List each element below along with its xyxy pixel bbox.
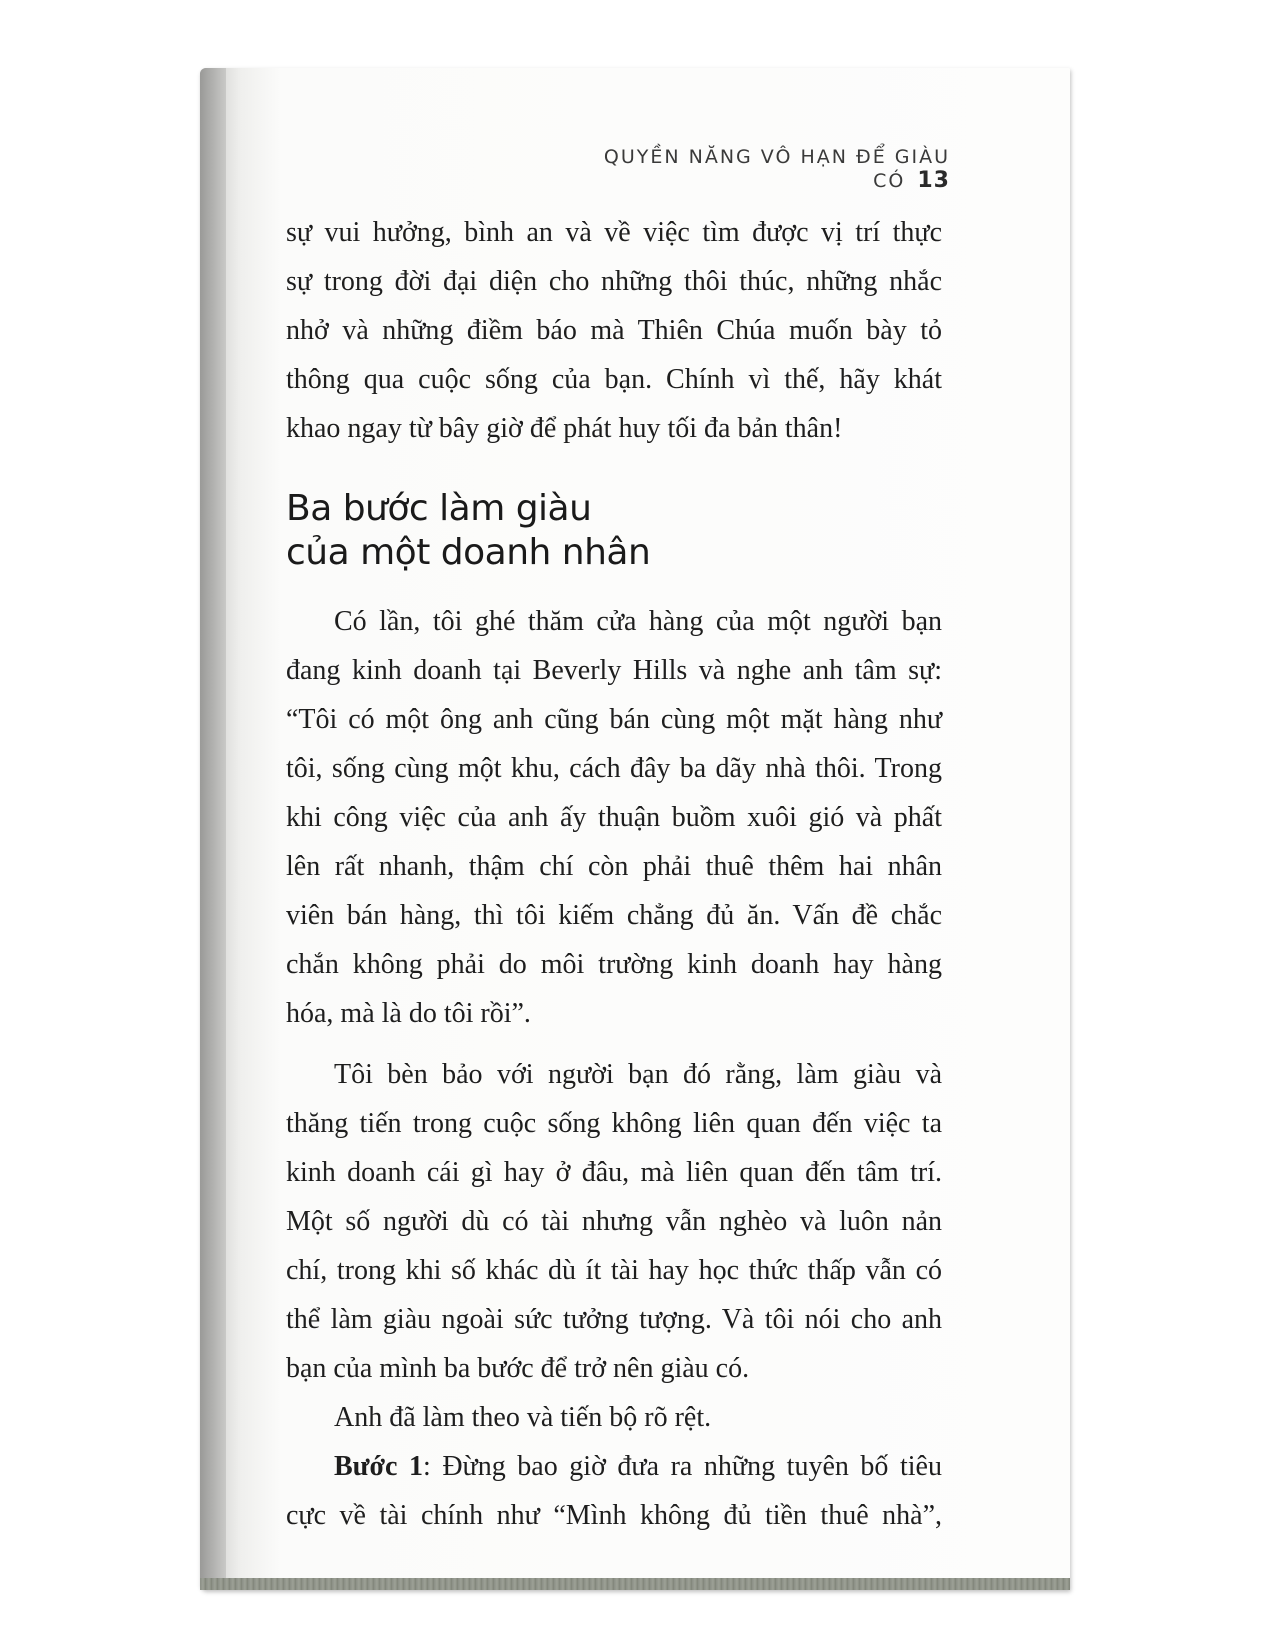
paragraph-gap [286, 1038, 942, 1050]
paragraph-1 [286, 208, 942, 453]
running-head-title: QUYỀN NĂNG VÔ HẠN ĐỂ GIÀU CÓ [603, 146, 950, 192]
text-line: khi công việc của anh ấy thuận buồm xuôi gió và phất [286, 802, 942, 833]
heading-line-2: của một doanh nhân [286, 532, 651, 573]
text-line: viên bán hàng, thì tôi kiếm chẳng đủ ăn. Vấn đề chắc [286, 900, 942, 931]
text-line: thể làm giàu ngoài sức tưởng tượng. Và tôi nói cho anh [286, 1304, 942, 1335]
text-line: kinh doanh cái gì hay ở đâu, mà liên quan đến tâm trí. [286, 1157, 942, 1188]
text-line: khao ngay từ bây giờ để phát huy tối đa bản thân! [286, 413, 843, 444]
text-line: cực về tài chính như “Mình không đủ tiền thuê nhà”, [286, 1500, 942, 1531]
page-number: 13 [917, 168, 950, 193]
text-line: Một số người dù có tài nhưng vẫn nghèo và luôn nản [286, 1206, 942, 1237]
text-line: thông qua cuộc sống của bạn. Chính vì thế, hãy khát [286, 364, 942, 395]
running-head [560, 146, 950, 193]
book-spine-shadow [200, 68, 226, 1590]
step-1-text: : Đừng bao giờ đưa ra những tuyên bố tiêu [422, 1451, 942, 1482]
paragraph-3 [286, 1050, 942, 1393]
step-1-paragraph [286, 1442, 942, 1540]
text-line: thăng tiến trong cuộc sống không liên quan đến việc ta [286, 1108, 942, 1139]
text-line: Anh đã làm theo và tiến bộ rõ rệt. [334, 1402, 712, 1433]
section-heading [286, 487, 942, 575]
text-line [286, 1442, 942, 1491]
text-line: bạn của mình ba bước để trở nên giàu có. [286, 1353, 750, 1384]
text-line: tôi, sống cùng một khu, cách đây ba dãy nhà thôi. Trong [286, 753, 942, 784]
text-line: chắn không phải do môi trường kinh doanh hay hàng [286, 949, 942, 980]
paragraph-2 [286, 597, 942, 1038]
text-line: lên rất nhanh, thậm chí còn phải thuê thêm hai nhân [286, 851, 942, 882]
text-line: hóa, mà là do tôi rồi”. [286, 998, 531, 1029]
paragraph-4 [286, 1393, 942, 1442]
text-line: đang kinh doanh tại Beverly Hills và nghe anh tâm sự: [286, 655, 942, 686]
text-line: sự vui hưởng, bình an và về việc tìm được vị trí thực [286, 217, 942, 248]
text-line: “Tôi có một ông anh cũng bán cùng một mặt hàng như [286, 704, 942, 735]
heading-line-1: Ba bước làm giàu [286, 488, 592, 529]
text-line: sự trong đời đại diện cho những thôi thúc, những nhắc [286, 266, 942, 297]
text-line: nhở và những điềm báo mà Thiên Chúa muốn bày tỏ [286, 315, 942, 346]
body-text [286, 208, 942, 1540]
page-edge [200, 1578, 1070, 1590]
step-1-label: Bước 1 [334, 1451, 423, 1482]
text-line: chí, trong khi số khác dù ít tài hay học thức thấp vẫn có [286, 1255, 942, 1286]
text-line: Tôi bèn bảo với người bạn đó rằng, làm giàu và [334, 1059, 942, 1090]
text-line: Có lần, tôi ghé thăm cửa hàng của một người bạn [334, 606, 942, 637]
